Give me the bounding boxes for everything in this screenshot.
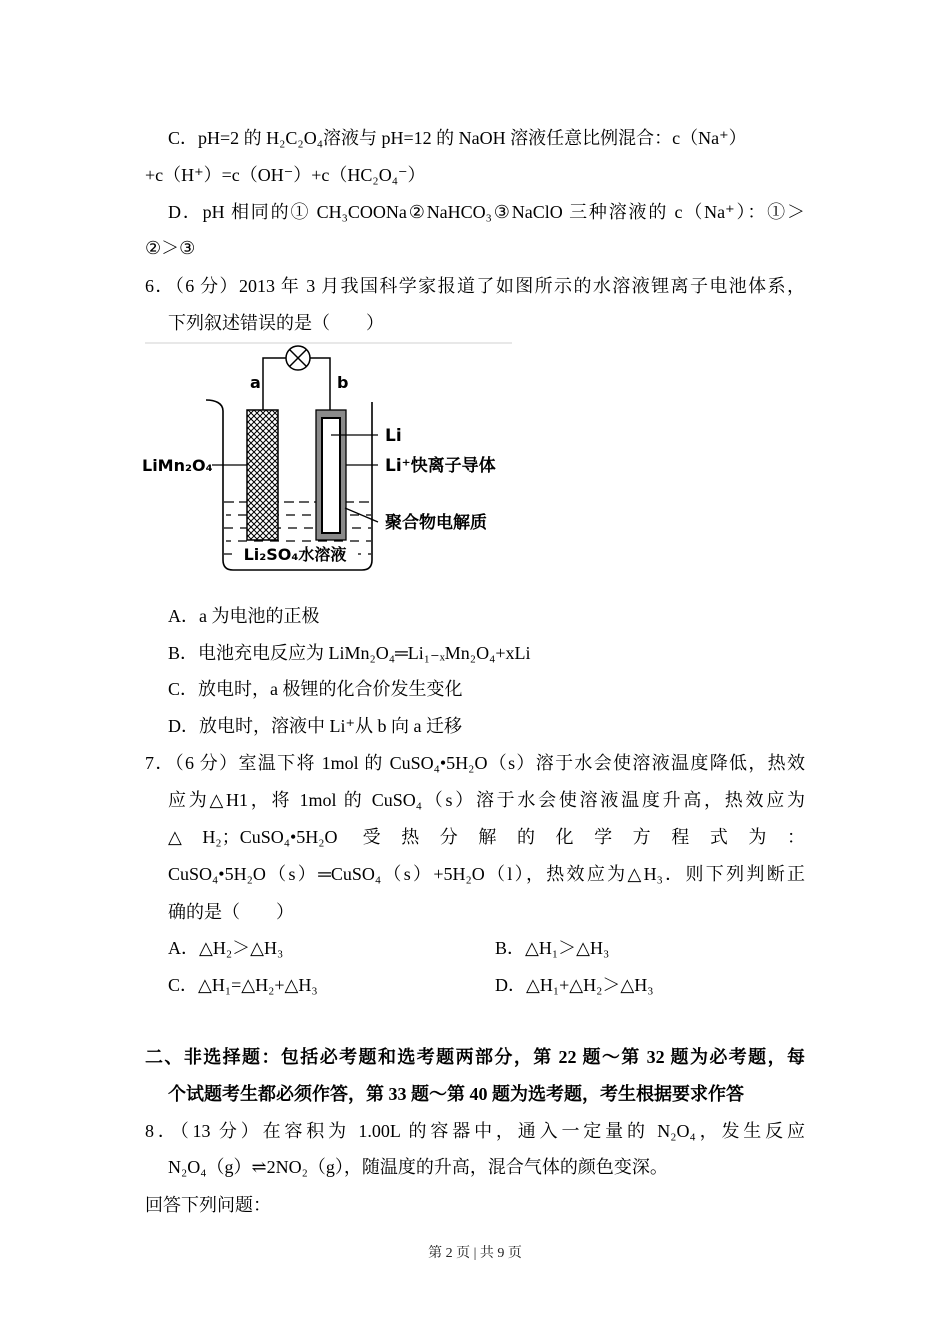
q7-stem-line4: CuSO₄•5H₂O（s）═CuSO₄（s）+5H₂O（l），热效应为△H₃．则下列判断正 bbox=[168, 864, 805, 884]
q7-stem-line1: 7．（6 分）室温下将 1mol 的 CuSO₄•5H₂O（s）溶于水会使溶液温度降低，热效 bbox=[145, 753, 805, 773]
battery-diagram bbox=[140, 338, 520, 578]
q6-option-b: B．电池充电反应为 LiMn₂O₄═Li₁₋ₓMn₂O₄+xLi bbox=[168, 643, 531, 663]
wire-left bbox=[263, 358, 286, 410]
q8-stem-line1: 8．（13 分）在容积为 1.00L 的容器中，通入一定量的 N₂O₄，发生反应 bbox=[145, 1121, 805, 1141]
q6-option-d: D．放电时，溶液中 Li⁺从 b 向 a 迁移 bbox=[168, 716, 462, 736]
q5-option-c-line2: +c（H⁺）=c（OH⁻）+c（HC₂O₄⁻） bbox=[145, 165, 426, 185]
q8-stem-line2: N₂O₄（g）⇌2NO₂（g），随温度的升高，混合气体的颜色变深。 bbox=[168, 1157, 668, 1177]
label-li2so4-solution: Li₂SO₄水溶液 bbox=[243, 545, 347, 564]
section-2-heading-line1: 二、非选择题：包括必考题和选考题两部分，第 22 题～第 32 题为必考题，每 bbox=[145, 1047, 805, 1067]
label-polymer-electrolyte: 聚合物电解质 bbox=[385, 513, 487, 533]
q7-stem-line3: △H₂；CuSO₄•5H₂O 受热分解的化学方程式为： bbox=[168, 827, 805, 847]
page-footer: 第 2 页 | 共 9 页 bbox=[428, 1246, 522, 1261]
section-2-heading-line2: 个试题考生都必须作答，第 33 题～第 40 题为选考题，考生根据要求作答 bbox=[168, 1084, 744, 1104]
q5-option-d-line2: ②＞③ bbox=[145, 238, 196, 258]
lamp-icon bbox=[286, 346, 310, 370]
wire-right bbox=[310, 358, 330, 410]
electrode-label-b: b bbox=[337, 373, 349, 392]
q8-prompt: 回答下列问题： bbox=[145, 1195, 271, 1215]
electrode-label-a: a bbox=[250, 373, 261, 392]
q7-stem-line5: 确的是（ ） bbox=[168, 902, 294, 922]
q7-option-a: A．△H₂＞△H₃ bbox=[168, 938, 284, 958]
q6-option-c: C．放电时，a 极锂的化合价发生变化 bbox=[168, 679, 463, 699]
q7-stem-line2: 应为△H1，将 1mol 的 CuSO₄（s）溶于水会使溶液温度升高，热效应为 bbox=[168, 790, 805, 810]
label-li: Li bbox=[385, 426, 402, 446]
leader-electrolyte bbox=[345, 508, 378, 522]
label-limn2o4: LiMn₂O₄ bbox=[142, 456, 213, 475]
q7-option-d: D．△H₁+△H₂＞△H₃ bbox=[495, 975, 654, 995]
electrode-a-limn2o4 bbox=[247, 410, 278, 540]
q5-option-c-line1: C．pH=2 的 H₂C₂O₄溶液与 pH=12 的 NaOH 溶液任意比例混合：c（Na⁺） bbox=[168, 128, 747, 148]
q5-option-d-line1: D．pH 相同的① CH₃COONa②NaHCO₃③NaClO 三种溶液的 c（Na⁺）：①＞ bbox=[168, 202, 805, 222]
q6-stem-line2: 下列叙述错误的是（ ） bbox=[168, 313, 384, 333]
q6-option-a: A．a 为电池的正极 bbox=[168, 606, 320, 626]
q7-option-b: B．△H₁＞△H₃ bbox=[495, 938, 610, 958]
q7-option-c: C．△H₁=△H₂+△H₃ bbox=[168, 975, 318, 995]
label-ion-conductor: Li⁺快离子导体 bbox=[385, 456, 496, 476]
q6-stem-line1: 6．（6 分）2013 年 3 月我国科学家报道了如图所示的水溶液锂离子电池体系， bbox=[145, 276, 805, 296]
